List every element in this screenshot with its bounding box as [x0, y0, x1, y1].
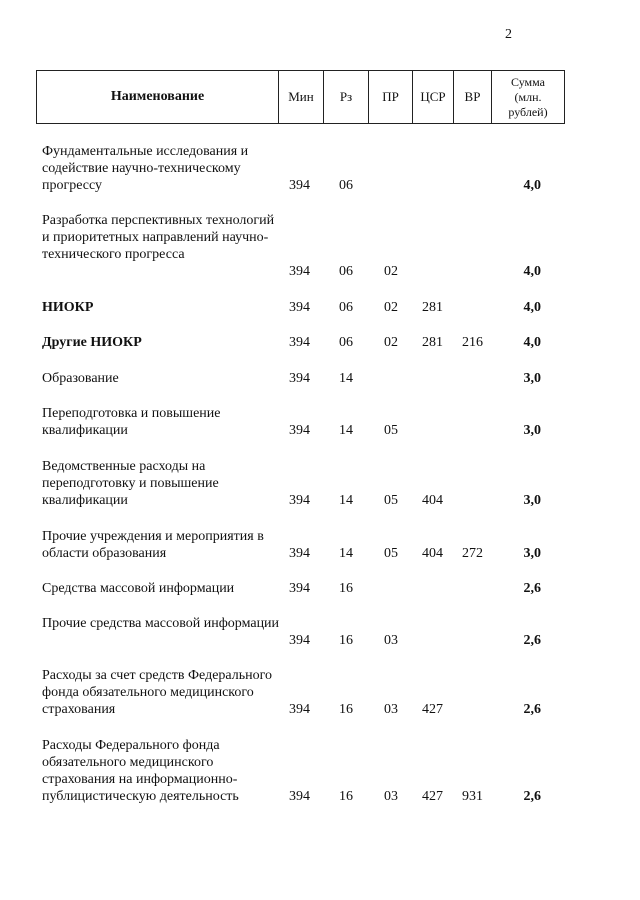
row-rz: 14: [339, 371, 353, 386]
row-rz: 06: [339, 178, 353, 193]
row-min: 394: [289, 178, 310, 193]
row-sum: 4,0: [523, 335, 541, 350]
row-name: Образование: [42, 371, 119, 386]
row-pr: 02: [384, 335, 398, 350]
table-row: [0, 299, 640, 316]
row-sum: 3,0: [523, 423, 541, 438]
table-row: [0, 334, 640, 351]
row-vr: 272: [462, 546, 483, 561]
row-pr: 02: [384, 300, 398, 315]
row-min: 394: [289, 493, 310, 508]
row-csr: 404: [422, 493, 443, 508]
row-pr: 05: [384, 423, 398, 438]
row-rz: 14: [339, 546, 353, 561]
row-vr: 216: [462, 335, 483, 350]
row-pr: 05: [384, 493, 398, 508]
row-csr: 404: [422, 546, 443, 561]
row-min: 394: [289, 633, 310, 648]
header-pr: ПР: [369, 71, 413, 124]
header-name: Наименование: [37, 71, 279, 124]
header-sum-line1: Сумма: [511, 74, 545, 89]
table-row: [0, 737, 640, 805]
row-name: Переподготовка и повышение квалификации: [42, 406, 221, 438]
row-csr: 281: [422, 335, 443, 350]
row-rz: 06: [339, 264, 353, 279]
row-min: 394: [289, 702, 310, 717]
row-rz: 14: [339, 493, 353, 508]
row-rz: 06: [339, 300, 353, 315]
row-csr: 427: [422, 702, 443, 717]
row-min: 394: [289, 264, 310, 279]
table-row: [0, 615, 640, 649]
table-row: [0, 458, 640, 509]
header-vr: ВР: [454, 71, 492, 124]
row-min: 394: [289, 335, 310, 350]
header-rz: Рз: [324, 71, 369, 124]
row-sum: 2,6: [523, 581, 541, 596]
row-name: Прочие средства массовой информации: [42, 616, 280, 631]
row-min: 394: [289, 300, 310, 315]
row-pr: 03: [384, 633, 398, 648]
header-sum-line3: рублей): [508, 104, 548, 119]
row-min: 394: [289, 789, 310, 804]
row-sum: 4,0: [523, 300, 541, 315]
row-sum: 4,0: [523, 178, 541, 193]
row-csr: 427: [422, 789, 443, 804]
table-row: [0, 667, 640, 718]
row-sum: 2,6: [523, 702, 541, 717]
row-pr: 03: [384, 789, 398, 804]
row-min: 394: [289, 581, 310, 596]
row-sum: 4,0: [523, 264, 541, 279]
row-pr: 03: [384, 702, 398, 717]
row-sum: 3,0: [523, 371, 541, 386]
row-rz: 06: [339, 335, 353, 350]
row-name: Расходы Федерального фонда обязательного медицинского страхования на информационно-публицистическую деятельность: [42, 738, 239, 804]
row-rz: 16: [339, 633, 353, 648]
header-min: Мин: [279, 71, 324, 124]
row-name: Разработка перспективных технологий и приоритетных направлений научно-технического прогресса: [42, 213, 275, 262]
row-name: Фундаментальные исследования и содействие научно-техническому прогрессу: [42, 144, 249, 193]
table-row: [0, 212, 640, 280]
table-row: [0, 528, 640, 562]
table-header: [36, 70, 565, 124]
header-csr: ЦСР: [413, 71, 454, 124]
row-rz: 14: [339, 423, 353, 438]
row-rz: 16: [339, 581, 353, 596]
row-name: Другие НИОКР: [42, 335, 142, 350]
row-min: 394: [289, 371, 310, 386]
table-row: [0, 143, 640, 194]
row-min: 394: [289, 423, 310, 438]
header-sum-line2: (млн.: [514, 89, 542, 104]
row-pr: 02: [384, 264, 398, 279]
row-name: Средства массовой информации: [42, 581, 235, 596]
header-sum: [492, 71, 565, 124]
page-number: 2: [505, 27, 512, 42]
table-row: [0, 370, 640, 387]
row-pr: 05: [384, 546, 398, 561]
row-min: 394: [289, 546, 310, 561]
row-csr: 281: [422, 300, 443, 315]
row-sum: 3,0: [523, 546, 541, 561]
row-name: Ведомственные расходы на переподготовку и повышение квалификации: [42, 459, 219, 508]
table-row: [0, 405, 640, 439]
row-name: НИОКР: [42, 300, 94, 315]
row-sum: 2,6: [523, 789, 541, 804]
row-rz: 16: [339, 789, 353, 804]
row-vr: 931: [462, 789, 483, 804]
row-rz: 16: [339, 702, 353, 717]
row-sum: 3,0: [523, 493, 541, 508]
row-name: Расходы за счет средств Федерального фонда обязательного медицинского страхования: [42, 668, 273, 717]
table-row: [0, 580, 640, 597]
row-name: Прочие учреждения и мероприятия в области образования: [42, 529, 264, 561]
row-sum: 2,6: [523, 633, 541, 648]
